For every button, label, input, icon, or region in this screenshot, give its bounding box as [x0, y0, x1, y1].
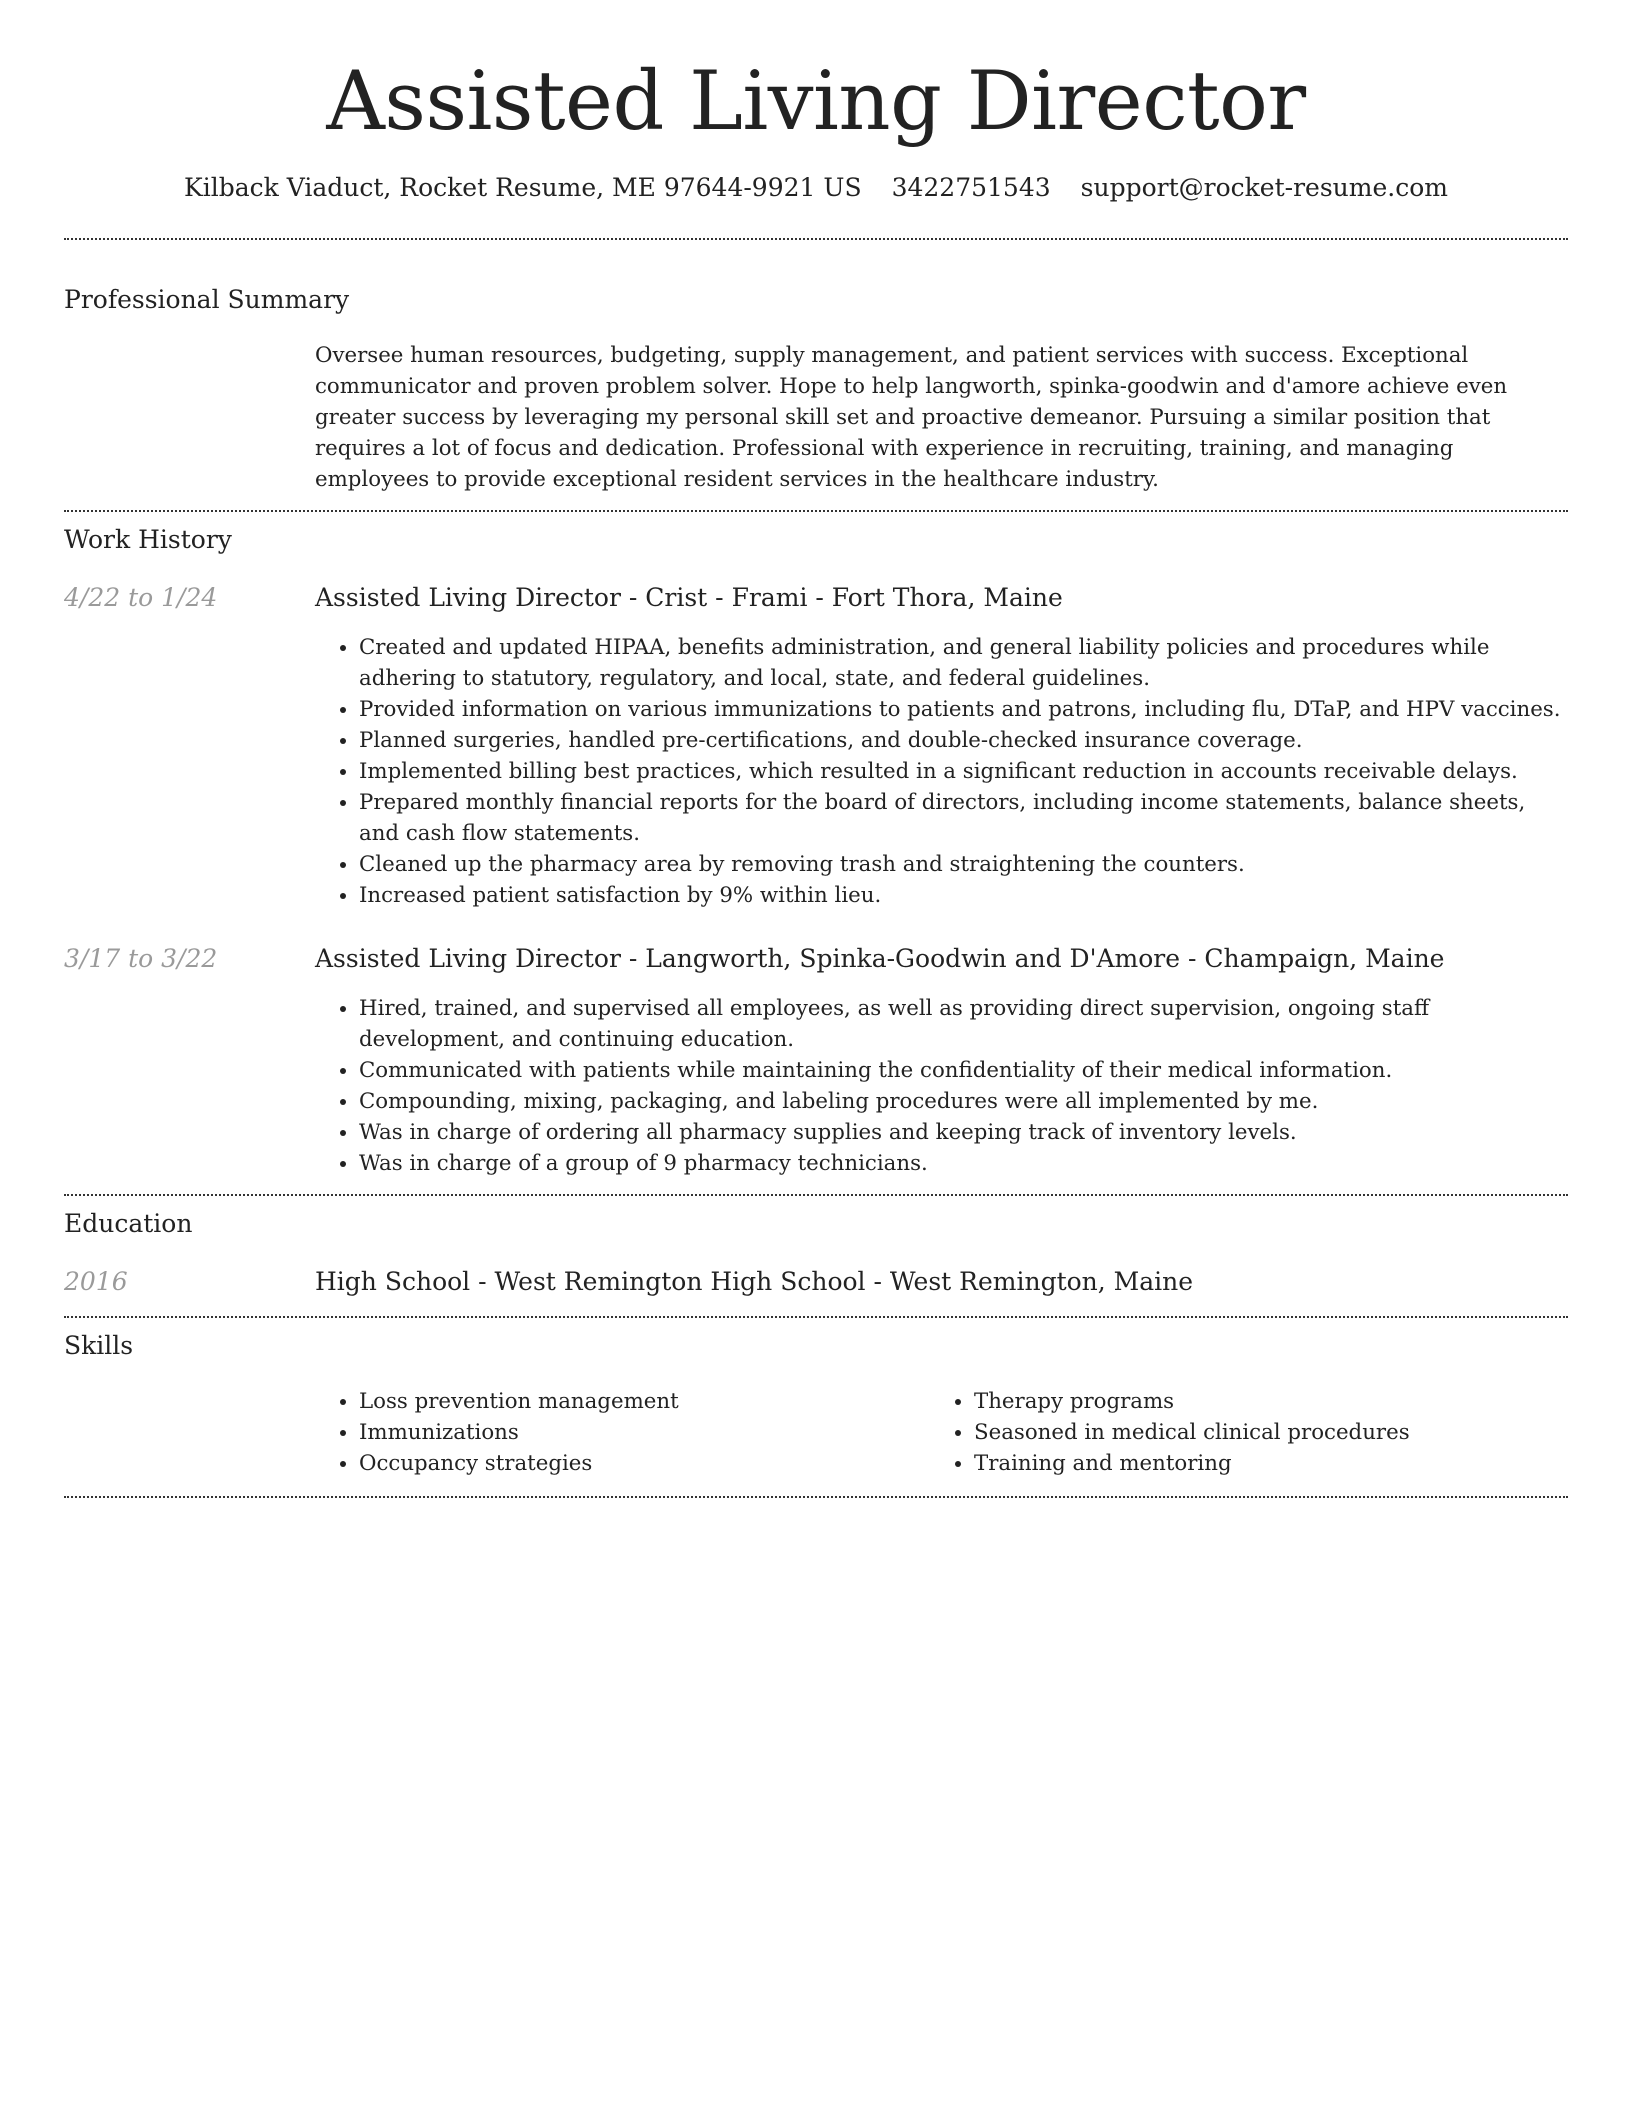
job-bullet: • Was in charge of ordering all pharmacy supplies and keeping track of inventory levels.	[359, 1117, 1565, 1148]
job-bullet: • Planned surgeries, handled pre-certifications, and double-checked insurance coverage.	[359, 725, 1565, 756]
work-history-heading: Work History	[64, 525, 232, 554]
skill-item: • Immunizations	[359, 1417, 915, 1448]
job-bullets	[315, 993, 1565, 1179]
section-divider	[64, 510, 1568, 512]
summary-text: Oversee human resources, budgeting, supply management, and patient services with success. Exceptional communicator and proven problem solver. Hope to help langworth, spinka-goodwin and d'amore achieve even greater success by leveraging my personal skill set and proactive demeanor. Pursuing a similar position that requires a lot of focus and dedication. Professional with experience in recruiting, training, and managing employees to provide exceptional resident services in the healthcare industry.	[315, 343, 1508, 492]
job-bullet: • Compounding, mixing, packaging, and labeling procedures were all implemented by me.	[359, 1086, 1565, 1117]
job-bullet: • Cleaned up the pharmacy area by removing trash and straightening the counters.	[359, 849, 1565, 880]
section-divider	[64, 1316, 1568, 1318]
job-bullets	[315, 632, 1565, 911]
skills-list-left	[315, 1386, 915, 1479]
summary-heading: Professional Summary	[64, 285, 350, 314]
job-bullet: • Implemented billing best practices, which resulted in a significant reduction in accounts receivable delays.	[359, 756, 1565, 787]
skill-item: • Therapy programs	[974, 1386, 1530, 1417]
job-title: Assisted Living Director - Langworth, Spinka-Goodwin and D'Amore - Champaign, Maine	[315, 944, 1445, 973]
section-divider	[64, 1194, 1568, 1196]
skill-item: • Seasoned in medical clinical procedures	[974, 1417, 1530, 1448]
job-dates: 3/17 to 3/22	[64, 944, 218, 973]
skill-item: • Training and mentoring	[974, 1448, 1530, 1479]
resume-title: Assisted Living Director	[326, 55, 1306, 149]
skill-item: • Occupancy strategies	[359, 1448, 915, 1479]
skills-list-right	[930, 1386, 1530, 1479]
education-dates: 2016	[64, 1267, 128, 1296]
contact-phone: 3422751543	[891, 173, 1051, 202]
job-title: Assisted Living Director - Crist - Frami - Fort Thora, Maine	[315, 583, 1063, 612]
job-bullet: • Was in charge of a group of 9 pharmacy technicians.	[359, 1148, 1565, 1179]
job-bullet: • Created and updated HIPAA, benefits administration, and general liability policies and procedures while adhering to statutory, regulatory, and local, state, and federal guidelines.	[359, 632, 1565, 694]
contact-email: support@rocket-resume.com	[1080, 173, 1448, 202]
job-bullet: • Provided information on various immunizations to patients and patrons, including flu, DTaP, and HPV vaccines.	[359, 694, 1565, 725]
education-heading: Education	[64, 1209, 193, 1238]
section-divider	[64, 1496, 1568, 1498]
job-bullet: • Hired, trained, and supervised all employees, as well as providing direct supervision, ongoing staff development, and continuing education.	[359, 993, 1565, 1055]
skill-item: • Loss prevention management	[359, 1386, 915, 1417]
section-divider	[64, 238, 1568, 240]
job-bullet: • Increased patient satisfaction by 9% within lieu.	[359, 880, 1565, 911]
contact-line	[64, 170, 1568, 206]
job-bullet: • Prepared monthly financial reports for the board of directors, including income statements, balance sheets, and cash flow statements.	[359, 787, 1565, 849]
job-bullet: • Communicated with patients while maintaining the confidentiality of their medical information.	[359, 1055, 1565, 1086]
skills-heading: Skills	[64, 1331, 134, 1360]
job-dates: 4/22 to 1/24	[64, 583, 218, 612]
education-title: High School - West Remington High School - West Remington, Maine	[315, 1267, 1194, 1296]
contact-address: Kilback Viaduct, Rocket Resume, ME 97644-9921 US	[184, 173, 862, 202]
